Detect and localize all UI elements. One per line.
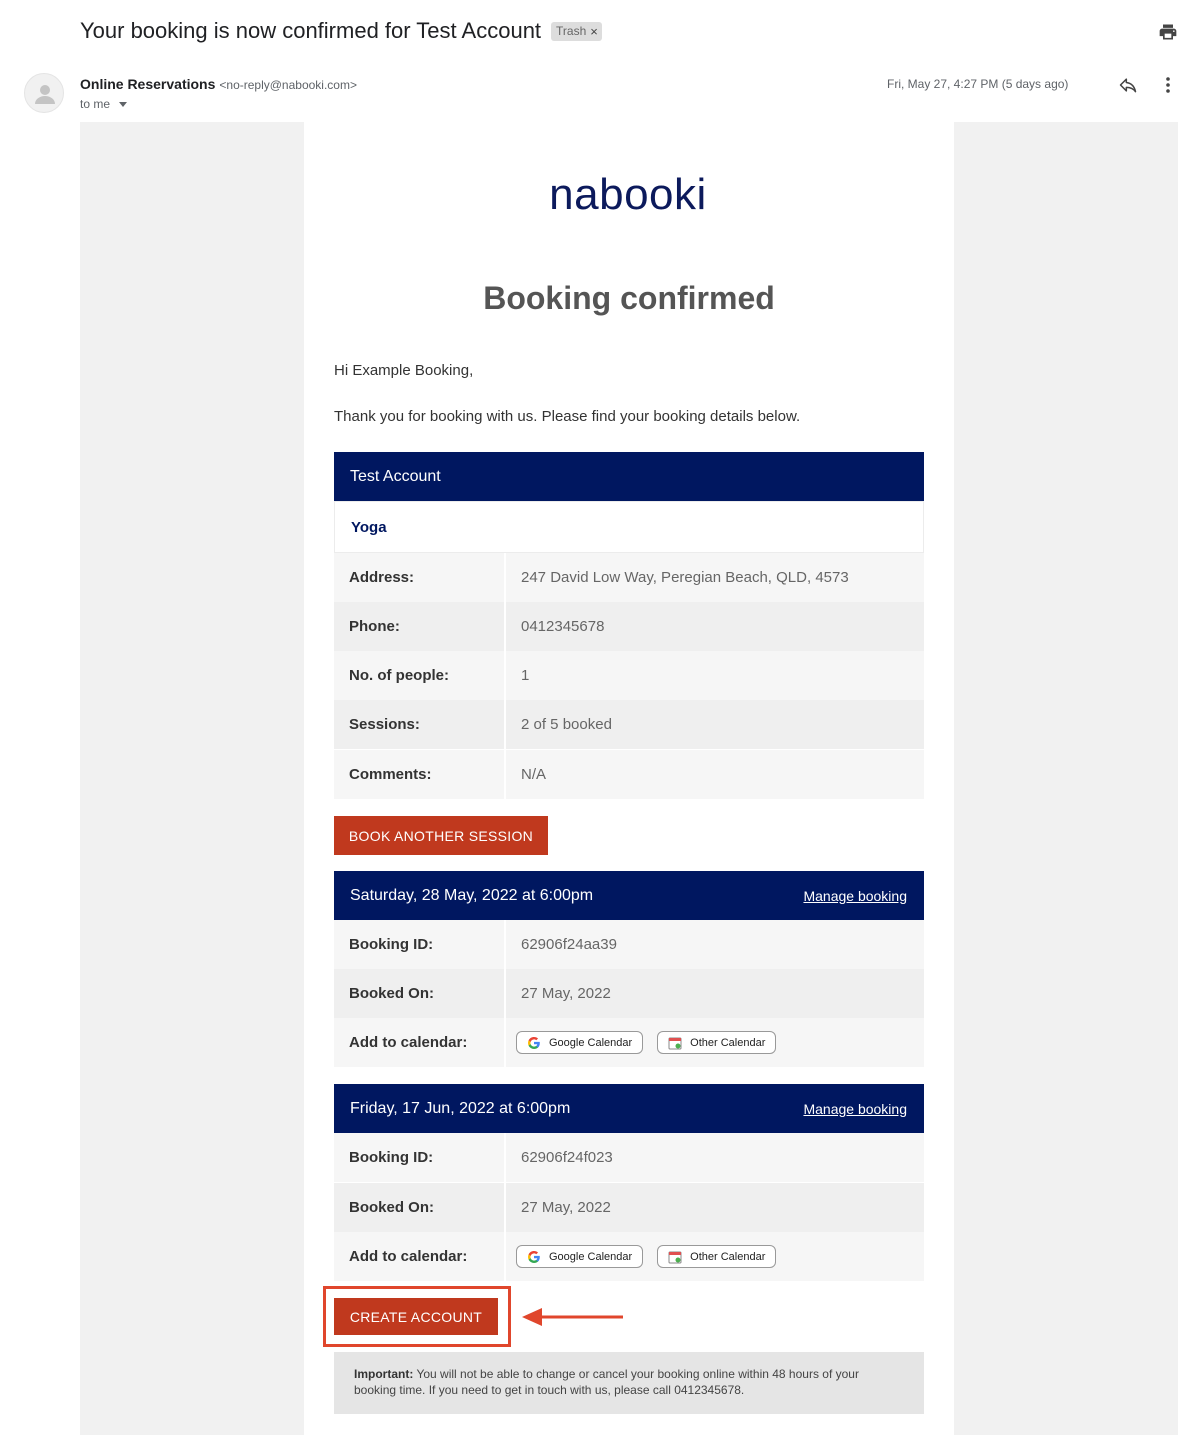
recipient-details-toggle[interactable] — [80, 97, 127, 111]
other-calendar-button[interactable] — [657, 1245, 776, 1268]
notice-text: You will not be able to change or cancel your booking online within 48 hours of your booking time. If you need to get in touch with us, please call 0412345678. — [354, 1367, 859, 1397]
print-icon[interactable] — [1158, 22, 1178, 42]
booked-on-value: 27 May, 2022 — [521, 1199, 611, 1216]
booking-id-value: 62906f24f023 — [521, 1149, 613, 1166]
trash-label-chip[interactable] — [551, 22, 602, 41]
session-1-booked-on-row — [334, 969, 924, 1018]
book-another-session-button[interactable]: BOOK ANOTHER SESSION — [334, 816, 548, 855]
detail-row-phone — [334, 602, 924, 651]
booked-on-value: 27 May, 2022 — [521, 985, 611, 1002]
google-icon — [527, 1036, 541, 1050]
detail-key: Booked On: — [334, 1183, 506, 1232]
detail-key: Address: — [334, 553, 506, 602]
detail-row-address — [334, 553, 924, 602]
notice-label: Important: — [354, 1367, 414, 1381]
detail-key: Sessions: — [334, 700, 506, 749]
service-name: Yoga — [334, 501, 924, 553]
booking-id-value: 62906f24aa39 — [521, 936, 617, 953]
google-calendar-label: Google Calendar — [549, 1250, 633, 1263]
detail-key: Booking ID: — [334, 920, 506, 969]
manage-booking-link[interactable]: Manage booking — [803, 1100, 907, 1117]
detail-key: Booking ID: — [334, 1133, 506, 1182]
intro-text: Thank you for booking with us. Please find your booking details below. — [334, 408, 801, 425]
recipient-text: to me — [80, 97, 111, 111]
annotation-highlight-box — [323, 1286, 511, 1347]
session-2-booking-id-row — [334, 1133, 924, 1182]
session-1-booking-id-row — [334, 920, 924, 969]
chevron-down-icon — [119, 102, 127, 107]
sender-email: <no-reply@nabooki.com> — [219, 78, 357, 92]
detail-value: 1 — [521, 667, 530, 684]
calendar-buttons — [506, 1018, 924, 1067]
more-vert-icon[interactable] — [1160, 75, 1176, 95]
manage-booking-link[interactable]: Manage booking — [803, 887, 907, 904]
business-header — [334, 452, 924, 501]
session-header-1 — [334, 871, 924, 920]
important-notice — [334, 1352, 924, 1414]
google-calendar-label: Google Calendar — [549, 1036, 633, 1049]
create-account-button[interactable]: CREATE ACCOUNT — [334, 1298, 498, 1335]
subject-row — [80, 18, 602, 44]
nabooki-logo — [538, 158, 718, 232]
google-calendar-button[interactable] — [516, 1245, 643, 1268]
session-2-booked-on-row — [334, 1183, 924, 1232]
message-date: Fri, May 27, 4:27 PM (5 days ago) — [887, 77, 1069, 91]
session-header-2 — [334, 1084, 924, 1133]
session-1-calendar-row — [334, 1018, 924, 1067]
remove-label-icon[interactable]: × — [590, 23, 598, 39]
detail-key: No. of people: — [334, 651, 506, 700]
google-calendar-button[interactable] — [516, 1031, 643, 1054]
calendar-icon — [668, 1036, 682, 1050]
detail-value: N/A — [521, 766, 547, 783]
business-name: Test Account — [350, 467, 441, 485]
session-title: Friday, 17 Jun, 2022 at 6:00pm — [350, 1099, 571, 1117]
sender-name[interactable]: Online Reservations — [80, 76, 216, 92]
detail-key: Comments: — [334, 750, 506, 799]
session-2-calendar-row — [334, 1232, 924, 1281]
calendar-icon — [668, 1250, 682, 1264]
other-calendar-label: Other Calendar — [690, 1250, 766, 1263]
logo-text: nabooki — [549, 170, 707, 219]
session-title: Saturday, 28 May, 2022 at 6:00pm — [350, 886, 594, 904]
google-icon — [527, 1250, 541, 1264]
sender-line — [80, 76, 357, 92]
trash-label-text: Trash — [556, 24, 587, 38]
detail-row-people — [334, 651, 924, 700]
detail-value: 2 of 5 booked — [521, 716, 612, 733]
detail-value: 0412345678 — [521, 618, 605, 635]
detail-key: Phone: — [334, 602, 506, 651]
sender-avatar[interactable] — [24, 73, 64, 113]
calendar-buttons — [506, 1232, 924, 1281]
detail-key: Add to calendar: — [334, 1232, 506, 1281]
email-subject: Your booking is now confirmed for Test Account — [80, 18, 542, 43]
detail-row-sessions — [334, 700, 924, 749]
detail-value: 247 David Low Way, Peregian Beach, QLD, 4573 — [521, 569, 849, 586]
greeting-text: Hi Example Booking, — [334, 362, 474, 379]
detail-key: Booked On: — [334, 969, 506, 1018]
detail-row-comments — [334, 750, 924, 799]
person-icon — [25, 74, 64, 113]
annotation-arrow-icon — [520, 1306, 626, 1328]
other-calendar-button[interactable] — [657, 1031, 776, 1054]
other-calendar-label: Other Calendar — [690, 1036, 766, 1049]
booking-headline: Booking confirmed — [483, 280, 775, 316]
detail-key: Add to calendar: — [334, 1018, 506, 1067]
reply-icon[interactable] — [1118, 75, 1138, 95]
